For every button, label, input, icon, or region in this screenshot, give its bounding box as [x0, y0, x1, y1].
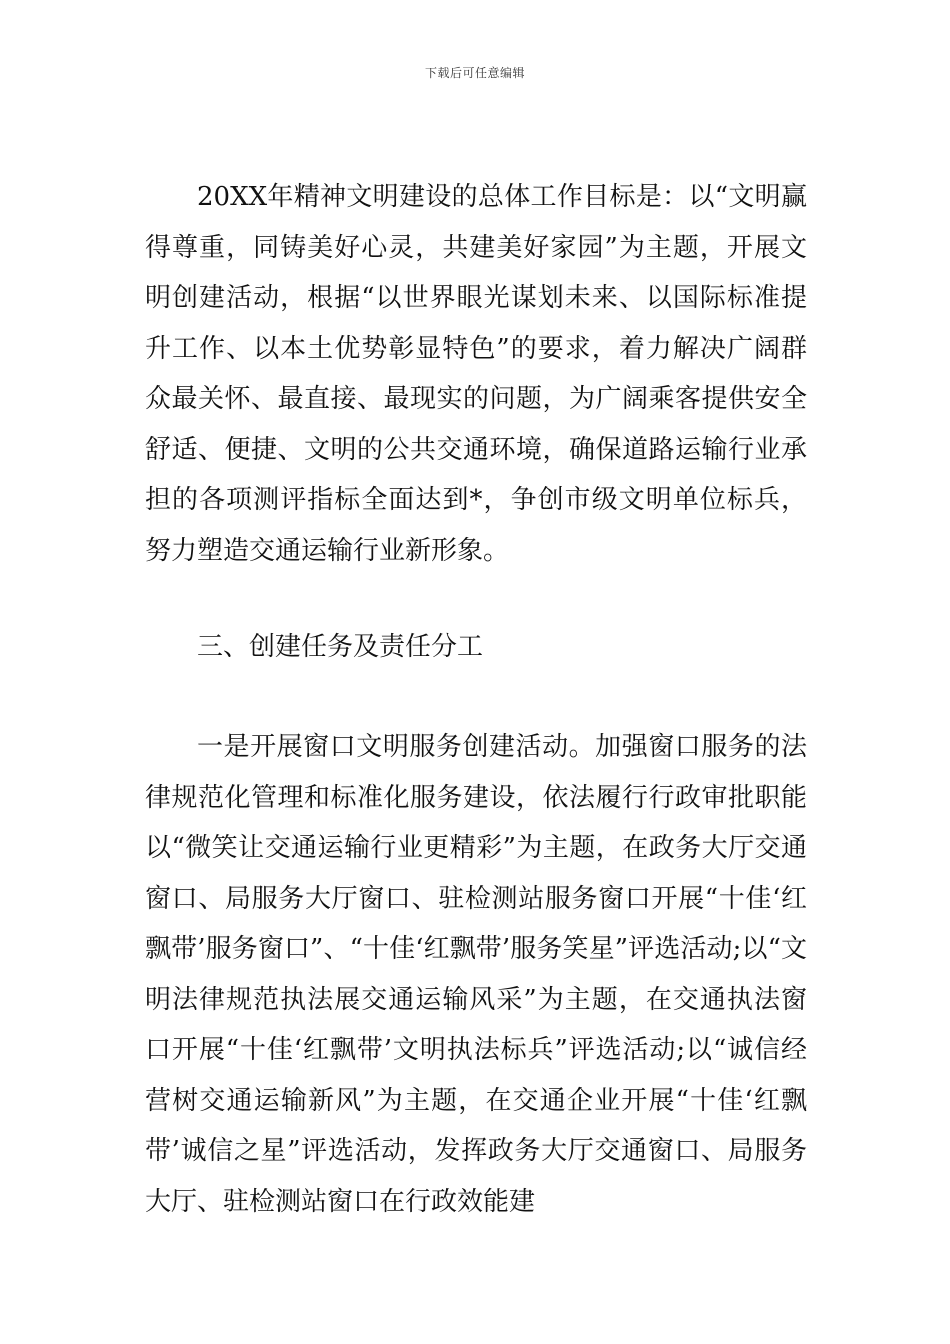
section-heading: 三、创建任务及责任分工	[197, 632, 484, 662]
body-paragraph-task-one: 一是开展窗口文明服务创建活动。加强窗口服务的法律规范化管理和标准化服务建设，依法履行行政审批职能以“微笑让交通运输行业更精彩”为主题，在政务大厅交通窗口、局服务大厅窗口、驻检测站服务窗口开展“十佳‘红飘带’服务窗口”、“十佳‘红飘带’服务笑星”评选活动;以“文明法律规范执法展交通运输风采”为主题，在交通执法窗口开展“十佳‘红飘带’文明执法标兵”评选活动;以“诚信经营树交通运输新风”为主题，在交通企业开展“十佳‘红飘带’诚信之星”评选活动，发挥政务大厅交通窗口、局服务大厅、驻检测站窗口在行政效能建	[145, 732, 807, 1217]
page-header: 下载后可任意编辑	[424, 66, 525, 80]
body-paragraph-goal: 20XX年精神文明建设的总体工作目标是：以“文明赢得尊重，同铸美好心灵，共建美好家园”为主题，开展文明创建活动，根据“以世界眼光谋划未来、以国际标准提升工作、以本土优势彰显特色”的要求，着力解决广阔群众最关怀、最直接、最现实的问题，为广阔乘客提供安全舒适、便捷、文明的公共交通环境，确保道路运输行业承担的各项测评指标全面达到*，争创市级文明单位标兵，努力塑造交通运输行业新形象。	[145, 182, 807, 566]
